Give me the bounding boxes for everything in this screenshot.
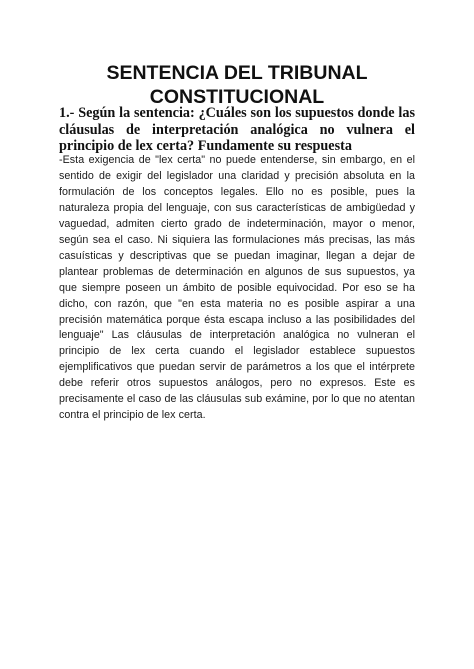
question-heading: 1.- Según la sentencia: ¿Cuáles son los supuestos donde las cláusulas de interpretación analógica no vulnera el principio de lex certa? Fundamente su respuesta <box>59 105 415 154</box>
answer-paragraph: -Esta exigencia de "lex certa" no puede entenderse, sin embargo, en el sentido de exigir del legislador una claridad y precisión absoluta en la formulación de los conceptos legales. Ello no es posible, pues la naturaleza propia del lenguaje, con sus características de ambigüedad y vaguedad, admiten cierto grado de indeterminación, mayor o menor, según sea el caso. Ni siquiera las formulaciones más precisas, las más casuísticas y descriptivas que se puedan imaginar, llegan a dejar de plantear problemas de determinación en algunos de sus supuestos, ya que siempre poseen un ámbito de posible equivocidad. Por eso se ha dicho, con razón, que "en esta materia no es posible aspirar a una precisión matemática porque ésta escapa incluso a las posibilidades del lenguaje" Las cláusulas de interpretación analógica no vulneran el principio de lex certa cuando el legislador establece supuestos ejemplificativos que puedan servir de parámetros a los que el intérprete debe referir otros supuestos análogos, pero no expresos. Este es precisamente el caso de las cláusulas sub exámine, por lo que no atentan contra el principio de lex certa. <box>59 154 415 422</box>
document-title-line-2: CONSTITUCIONAL <box>149 86 325 108</box>
document-title-line-1: SENTENCIA DEL TRIBUNAL <box>106 62 368 84</box>
